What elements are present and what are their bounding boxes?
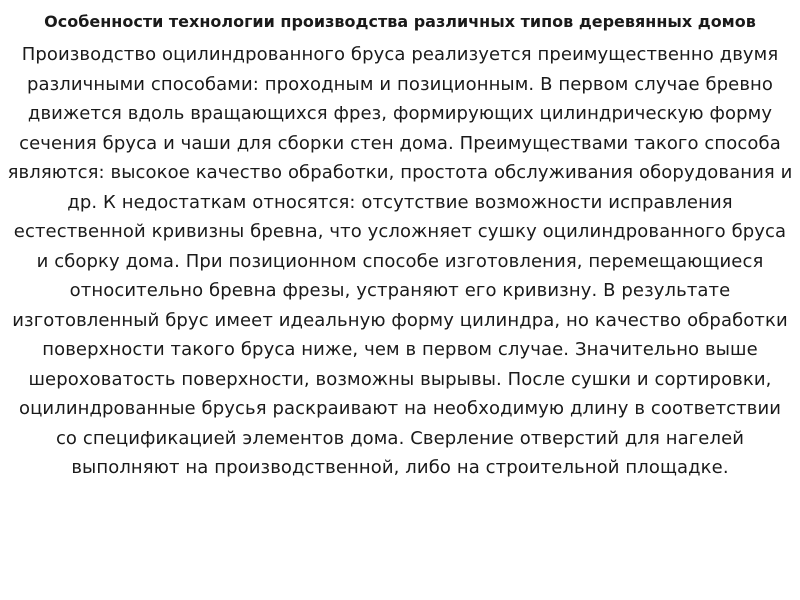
- slide-title: Особенности технологии производства различных типов деревянных домов: [44, 12, 756, 31]
- slide-body-text: Производство оцилиндрованного бруса реализуется преимущественно двумя различными способами: проходным и позиционным. В первом случае бревно движется вдоль вращающихся фрез, формирующих цилиндрическую форму сечения бруса и чаши для сборки стен дома. Преимуществами такого способа являются: высокое качество обработки, простота обслуживания оборудования и др. К недостаткам относятся: отсутствие возможности исправления естественной кривизны бревна, что усложняет сушку оцилиндрованного бруса и сборку дома. При позиционном способе изготовления, перемещающиеся относительно бревна фрезы, устраняют его кривизну. В результате изготовленный брус имеет идеальную форму цилиндра, но качество обработки поверхности такого бруса ниже, чем в первом случае. Значительно выше шероховатость поверхности, возможны вырывы. После сушки и сортировки, оцилиндрованные брусья раскраивают на необходимую длину в соответствии со спецификацией элементов дома. Сверление отверстий для нагелей выполняют на производственной, либо на строительной площадке.: [7, 44, 793, 478]
